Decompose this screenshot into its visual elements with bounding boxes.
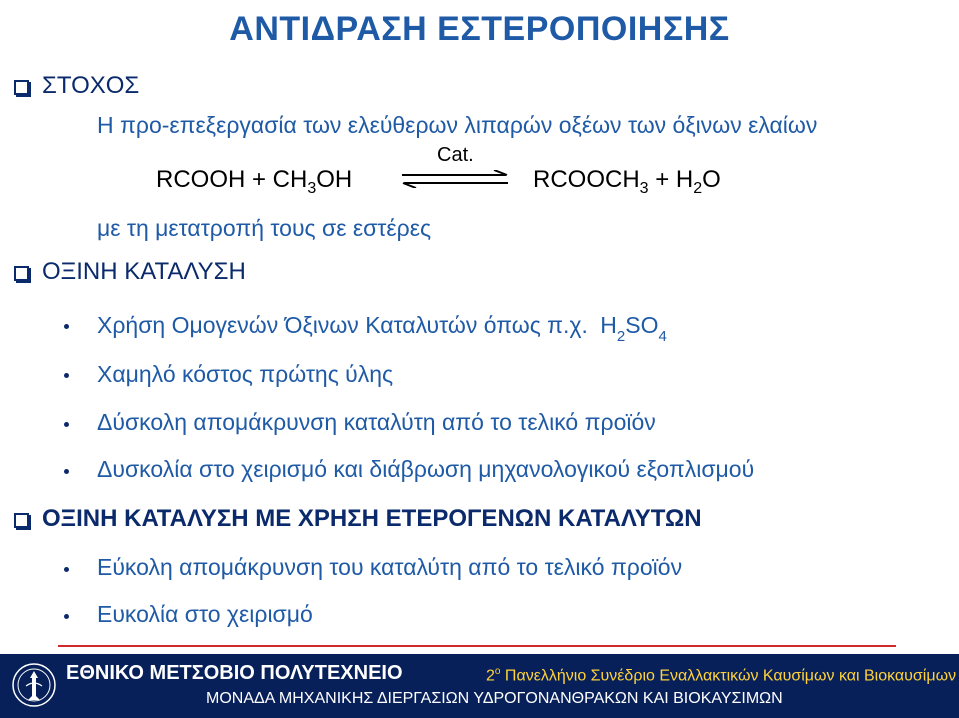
equation-right-part-c: O [702, 166, 721, 193]
footer-conference-text: Πανελλήνιο Συνέδριο Εναλλακτικών Καυσίμων και Βιοκαυσίμων [504, 667, 957, 685]
equation-right-subscript-1: 3 [639, 180, 649, 197]
acid-bullet-2: Χαμηλό κόστος πρώτης ύλης [97, 361, 394, 387]
footer-unit: ΜΟΝΑΔΑ ΜΗΧΑΝΙΚΗΣ ΔΙΕΡΓΑΣΙΩΝ ΥΔΡΟΓΟΝΑΝΘΡΑΚΩΝ ΚΑΙ ΒΙΟΚΑΥΣΙΜΩΝ [206, 690, 783, 707]
footer-conference-ordinal: ο [494, 666, 501, 677]
bullet-dot-icon [64, 324, 69, 329]
formula-part-a: H [600, 312, 617, 338]
footer-conference [486, 666, 956, 685]
bullet-dot-icon [64, 373, 69, 378]
bullet-dot-icon [64, 567, 69, 572]
sulfuric-acid-formula [600, 312, 667, 345]
acid-bullet-4: Δυσκολία στο χειρισμό και διάβρωση μηχανολογικού εξοπλισμού [97, 456, 755, 482]
equilibrium-arrow-icon [398, 170, 512, 188]
acid-bullet-3: Δύσκολη απομάκρυνση καταλύτη από το τελικό προϊόν [97, 409, 656, 435]
acid-bullet-1-text: Χρήση Ομογενών Όξινων Καταλυτών όπως π.χ. [97, 312, 588, 338]
hetero-bullet-1: Εύκολη απομάκρυνση του καταλύτη από το τελικό προϊόν [97, 554, 683, 580]
equation-right-part-a: RCOOCH [533, 166, 640, 193]
goal-line-2: με τη μετατροπή τους σε εστέρες [97, 215, 432, 241]
formula-sub-1: 2 [616, 328, 626, 345]
equation-left-subscript: 3 [307, 180, 317, 197]
checkbox-bullet-icon [14, 80, 29, 95]
formula-part-b: SO [625, 312, 659, 338]
checkbox-bullet-icon [14, 266, 29, 281]
goal-line-1: Η προ-επεξεργασία των ελεύθερων λιπαρών οξέων των όξινων ελαίων [97, 112, 818, 138]
footer-rule [58, 645, 896, 647]
footer-conference-number: 2 [486, 667, 495, 685]
section-heading-heterogeneous: ΟΞΙΝΗ ΚΑΤΑΛΥΣΗ ΜΕ ΧΡΗΣΗ ΕΤΕΡΟΓΕΝΩΝ ΚΑΤΑΛΥΤΩΝ [42, 505, 702, 532]
section-heading-acid-catalysis: ΟΞΙΝΗ ΚΑΤΑΛΥΣΗ [42, 258, 246, 285]
equation-left-part-a: RCOOH + CH [156, 166, 308, 193]
acid-bullet-1 [97, 312, 667, 345]
footer-university: ΕΘΝΙΚΟ ΜΕΤΣΟΒΙΟ ΠΟΛΥΤΕΧΝΕΙΟ [66, 662, 403, 684]
checkbox-bullet-icon [14, 513, 29, 528]
equation-right-part-b: + H [648, 166, 694, 193]
equation-right [533, 166, 721, 197]
bullet-dot-icon [64, 614, 69, 619]
bullet-dot-icon [64, 469, 69, 474]
hetero-bullet-2: Ευκολία στο χειρισμό [97, 601, 313, 627]
formula-sub-2: 4 [658, 328, 667, 345]
equation-left-part-b: OH [316, 166, 353, 193]
catalyst-label: Cat. [437, 144, 474, 166]
bullet-dot-icon [64, 422, 69, 427]
slide-title: ΑΝΤΙΔΡΑΣΗ ΕΣΤΕΡΟΠΟΙΗΣΗΣ [229, 10, 730, 48]
equation-left [156, 166, 353, 197]
equation-right-subscript-2: 2 [693, 180, 703, 197]
section-heading-goal: ΣΤΟΧΟΣ [42, 72, 140, 99]
university-logo-icon [12, 660, 56, 710]
